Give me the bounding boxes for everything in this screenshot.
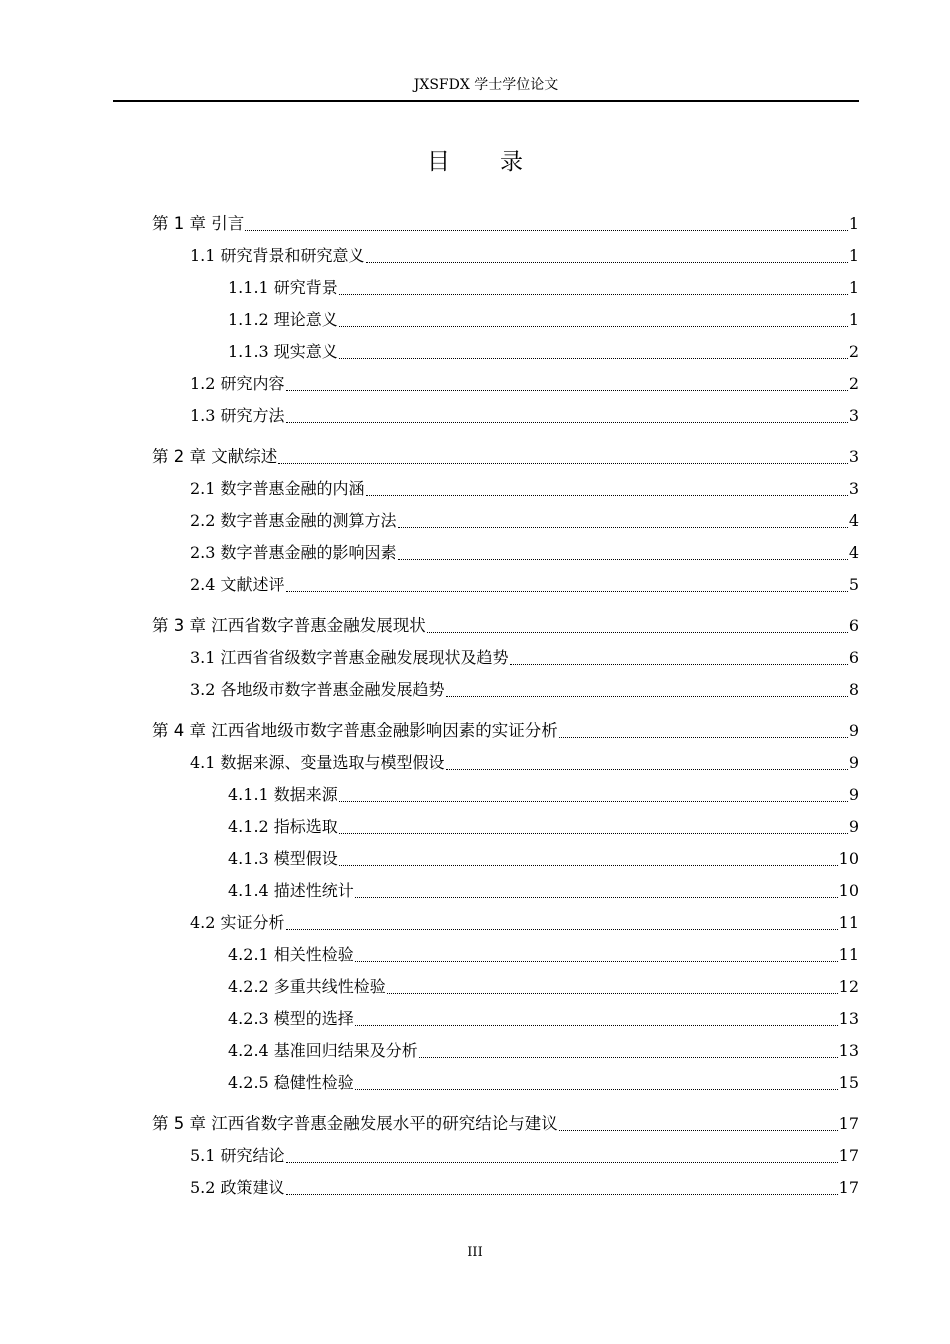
toc-entry-page: 13: [838, 1041, 859, 1060]
toc-entry-page: 10: [838, 881, 859, 900]
dot-leader: [427, 632, 848, 633]
toc-entry-label: 第 4 章 江西省地级市数字普惠金融影响因素的实证分析: [152, 721, 558, 740]
toc-subsection-entry[interactable]: [228, 341, 859, 363]
toc-entry-label: 第 2 章 文献综述: [152, 447, 278, 466]
toc-entry-page: 9: [848, 817, 859, 836]
toc-subsection-entry[interactable]: [228, 848, 859, 870]
toc-chapter-entry[interactable]: [152, 213, 859, 235]
toc-entry-label: 2.2 数字普惠金融的测算方法: [190, 511, 397, 530]
toc-entry-label: 4.2.4 基准回归结果及分析: [228, 1041, 418, 1060]
toc-subsection-entry[interactable]: [228, 816, 859, 838]
toc-section-entry[interactable]: [190, 1177, 859, 1199]
toc-entry-label: 5.2 政策建议: [190, 1178, 285, 1197]
dot-leader: [398, 559, 848, 560]
toc-entry-page: 17: [838, 1178, 859, 1197]
toc-entry-label: 4.2 实证分析: [190, 913, 285, 932]
dot-leader: [387, 993, 838, 994]
toc-entry-label: 2.4 文献述评: [190, 575, 285, 594]
toc-section-entry[interactable]: [190, 912, 859, 934]
toc-entry-page: 2: [848, 342, 859, 361]
toc-entry-label: 4.1 数据来源、变量选取与模型假设: [190, 753, 445, 772]
toc-entry-page: 11: [838, 945, 859, 964]
dot-leader: [245, 230, 848, 231]
toc-entry-label: 4.2.5 稳健性检验: [228, 1073, 354, 1092]
toc-chapter-entry[interactable]: [152, 720, 859, 742]
dot-leader: [339, 833, 848, 834]
toc-entry-page: 17: [838, 1146, 859, 1165]
dot-leader: [355, 1025, 838, 1026]
toc-entry-page: 10: [838, 849, 859, 868]
toc-section-entry[interactable]: [190, 405, 859, 427]
toc-entry-label: 4.2.1 相关性检验: [228, 945, 354, 964]
toc-section-entry[interactable]: [190, 510, 859, 532]
dot-leader: [355, 961, 838, 962]
toc-chapter-entry[interactable]: [152, 615, 859, 637]
toc-entry-label: 3.1 江西省省级数字普惠金融发展现状及趋势: [190, 648, 509, 667]
toc-entry-page: 1: [848, 278, 859, 297]
toc-entry-page: 13: [838, 1009, 859, 1028]
toc-entry-label: 第 3 章 江西省数字普惠金融发展现状: [152, 616, 426, 635]
toc-section-entry[interactable]: [190, 245, 859, 267]
dot-leader: [355, 897, 838, 898]
toc-subsection-entry[interactable]: [228, 1040, 859, 1062]
toc-entry-page: 1: [848, 214, 859, 233]
toc-entry-label: 4.1.3 模型假设: [228, 849, 338, 868]
dot-leader: [339, 326, 848, 327]
dot-leader: [510, 664, 848, 665]
dot-leader: [278, 463, 848, 464]
dot-leader: [398, 527, 848, 528]
toc-entry-page: 6: [848, 648, 859, 667]
toc-title-left: 目: [427, 149, 450, 175]
toc-entry-page: 9: [848, 753, 859, 772]
dot-leader: [339, 865, 838, 866]
toc-entry-page: 3: [848, 406, 859, 425]
toc-entry-page: 9: [848, 785, 859, 804]
toc-entry-page: 4: [848, 543, 859, 562]
dot-leader: [559, 1130, 838, 1131]
toc-entry-page: 1: [848, 310, 859, 329]
dot-leader: [366, 262, 848, 263]
toc-entry-label: 3.2 各地级市数字普惠金融发展趋势: [190, 680, 445, 699]
dot-leader: [286, 390, 848, 391]
toc-entry-label: 1.1 研究背景和研究意义: [190, 246, 365, 265]
dot-leader: [446, 696, 848, 697]
toc-entry-page: 11: [838, 913, 859, 932]
toc-entry-label: 1.2 研究内容: [190, 374, 285, 393]
toc-entry-page: 5: [848, 575, 859, 594]
toc-entry-label: 第 5 章 江西省数字普惠金融发展水平的研究结论与建议: [152, 1114, 558, 1133]
dot-leader: [559, 737, 848, 738]
toc-entry-page: 4: [848, 511, 859, 530]
dot-leader: [339, 294, 848, 295]
toc-entry-label: 4.2.2 多重共线性检验: [228, 977, 386, 996]
toc-entry-label: 1.3 研究方法: [190, 406, 285, 425]
toc-entry-label: 第 1 章 引言: [152, 214, 245, 233]
toc-section-entry[interactable]: [190, 373, 859, 395]
toc-chapter-entry[interactable]: [152, 1113, 859, 1135]
toc-entry-page: 3: [848, 479, 859, 498]
toc-entry-label: 1.1.3 现实意义: [228, 342, 338, 361]
toc-entry-label: 1.1.1 研究背景: [228, 278, 338, 297]
toc-section-entry[interactable]: [190, 574, 859, 596]
toc-section-entry[interactable]: [190, 1145, 859, 1167]
toc-chapter-entry[interactable]: [152, 446, 859, 468]
toc-entry-page: 8: [848, 680, 859, 699]
running-header: JXSFDX 学士学位论文: [413, 77, 559, 93]
toc-entry-page: 6: [848, 616, 859, 635]
dot-leader: [286, 1194, 838, 1195]
dot-leader: [339, 801, 848, 802]
toc-entry-page: 17: [838, 1114, 859, 1133]
toc-subsection-entry[interactable]: [228, 976, 859, 998]
dot-leader: [339, 358, 848, 359]
toc-subsection-entry[interactable]: [228, 309, 859, 331]
dot-leader: [286, 422, 848, 423]
toc-subsection-entry[interactable]: [228, 944, 859, 966]
toc-entry-page: 15: [838, 1073, 859, 1092]
toc-section-entry[interactable]: [190, 542, 859, 564]
toc-subsection-entry[interactable]: [228, 784, 859, 806]
toc-subsection-entry[interactable]: [228, 1072, 859, 1094]
toc-entry-label: 4.1.2 指标选取: [228, 817, 338, 836]
toc-entry-label: 4.2.3 模型的选择: [228, 1009, 354, 1028]
toc-section-entry[interactable]: [190, 679, 859, 701]
toc-entry-page: 3: [848, 447, 859, 466]
toc-entry-page: 2: [848, 374, 859, 393]
dot-leader: [446, 769, 848, 770]
toc-subsection-entry[interactable]: [228, 277, 859, 299]
toc-section-entry[interactable]: [190, 752, 859, 774]
toc-entry-label: 4.1.4 描述性统计: [228, 881, 354, 900]
toc-entry-page: 1: [848, 246, 859, 265]
toc-entry-page: 12: [838, 977, 859, 996]
toc-section-entry[interactable]: [190, 647, 859, 669]
dot-leader: [366, 495, 848, 496]
toc-entry-page: 9: [848, 721, 859, 740]
toc-entry-label: 1.1.2 理论意义: [228, 310, 338, 329]
toc-entry-label: 4.1.1 数据来源: [228, 785, 338, 804]
page-number: III: [467, 1245, 483, 1260]
dot-leader: [286, 591, 848, 592]
dot-leader: [286, 1162, 838, 1163]
dot-leader: [286, 929, 838, 930]
toc-section-entry[interactable]: [190, 478, 859, 500]
dot-leader: [419, 1057, 838, 1058]
toc-entry-label: 5.1 研究结论: [190, 1146, 285, 1165]
toc-entry-label: 2.1 数字普惠金融的内涵: [190, 479, 365, 498]
toc-subsection-entry[interactable]: [228, 1008, 859, 1030]
toc-subsection-entry[interactable]: [228, 880, 859, 902]
toc-title-right: 录: [500, 149, 523, 175]
toc-entry-label: 2.3 数字普惠金融的影响因素: [190, 543, 397, 562]
dot-leader: [355, 1089, 838, 1090]
